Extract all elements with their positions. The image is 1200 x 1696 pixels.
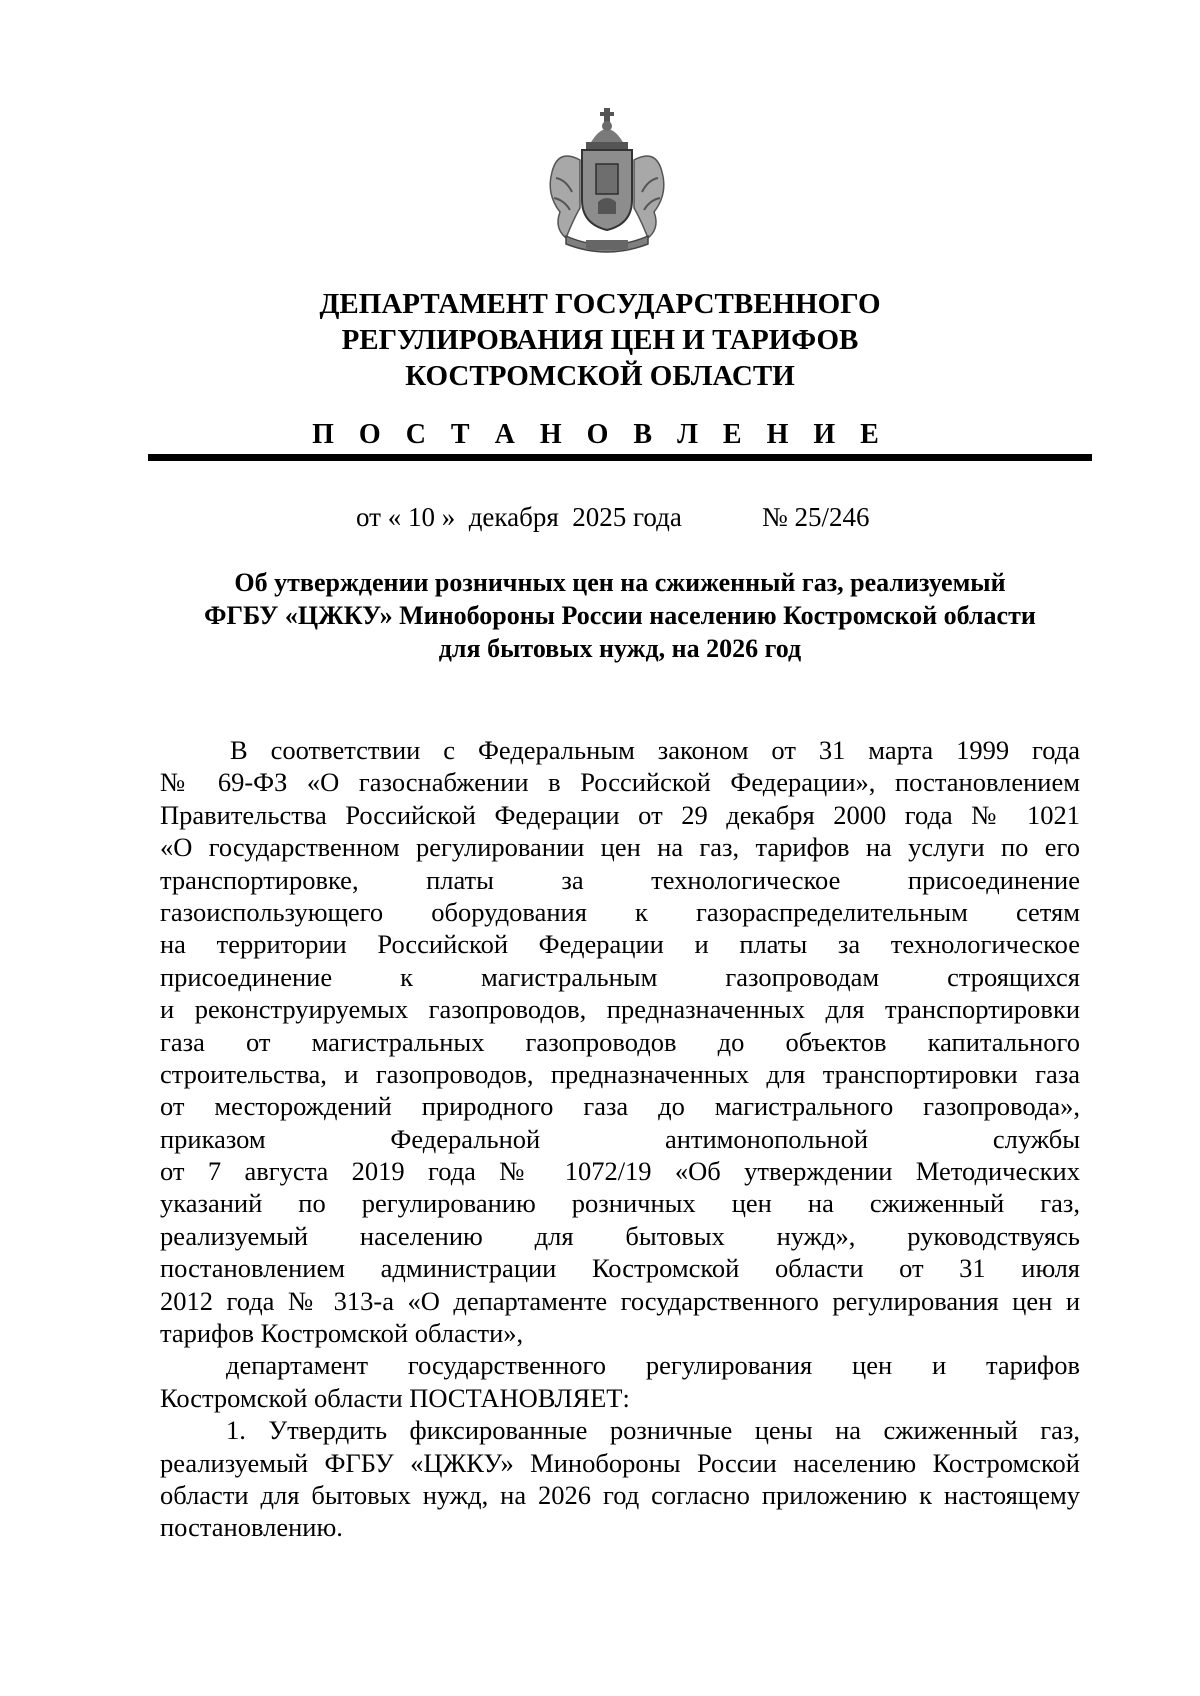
body-line: указаний по регулированию розничных цен на сжиженный газ, [160, 1188, 1080, 1219]
body-line: реализуемый населению для бытовых нужд», руководствуясь [160, 1220, 1080, 1251]
body-line: В соответствии с Федеральным законом от 31 марта 1999 года [230, 735, 1080, 765]
body-line: на территории Российской Федерации и платы за технологическое [160, 929, 1080, 960]
body-line: 2012 года № 313-а «О департаменте государственного регулирования цен и [160, 1285, 1080, 1316]
body-line: тарифов Костромской области», [160, 1318, 524, 1349]
coat-of-arms-icon [536, 108, 678, 260]
body-line: «О государственном регулировании цен на газ, тарифов на услуги по его [160, 832, 1080, 863]
document-type: П О С Т А Н О В Л Е Н И Е [312, 419, 888, 450]
body-line: области для бытовых нужд, на 2026 год согласно приложению к настоящему [160, 1479, 1080, 1510]
department-line-3: КОСТРОМСКОЙ ОБЛАСТИ [405, 360, 795, 392]
body-line: департамент государственного регулирования цен и тарифов [226, 1350, 1080, 1381]
body-line: реализуемый ФГБУ «ЦЖКУ» Минобороны России населению Костромской [160, 1447, 1080, 1478]
body-line: от 7 августа 2019 года № 1072/19 «Об утверждении Методических [160, 1156, 1080, 1187]
body-line: Правительства Российской Федерации от 29 декабря 2000 года № 1021 [160, 799, 1080, 830]
department-name [150, 286, 1050, 394]
body-line: от месторождений природного газа до магистрального газопровода», [160, 1091, 1080, 1122]
body-line: присоединение к магистральным газопроводам строящихся [160, 961, 1080, 992]
body-line: газа от магистральных газопроводов до объектов капитального [160, 1026, 1080, 1057]
title-line-3: для бытовых нужд, на 2026 год [438, 634, 802, 663]
body-line: Костромской области ПОСТАНОВЛЯЕТ: [160, 1382, 630, 1413]
document-title [150, 566, 1090, 665]
document-body [160, 734, 1080, 1544]
department-line-2: РЕГУЛИРОВАНИЯ ЦЕН И ТАРИФОВ [341, 324, 859, 356]
header-divider [148, 454, 1092, 461]
title-line-2: ФГБУ «ЦЖКУ» Минобороны России населению Костромской области [204, 601, 1036, 630]
body-line: газоиспользующего оборудования к газораспределительным сетям [160, 896, 1080, 927]
body-line: и реконструируемых газопроводов, предназначенных для транспортировки [160, 994, 1080, 1025]
document-number: № 25/246 [762, 502, 870, 532]
body-line: транспортировке, платы за технологическое присоединение [160, 864, 1080, 895]
body-line: постановлению. [160, 1512, 343, 1543]
title-line-1: Об утверждении розничных цен на сжиженный газ, реализуемый [234, 568, 1006, 597]
body-line: приказом Федеральной антимонопольной службы [160, 1123, 1080, 1154]
body-line: постановлением администрации Костромской области от 31 июля [160, 1253, 1080, 1284]
body-line: 1. Утвердить фиксированные розничные цены на сжиженный газ, [226, 1415, 1080, 1446]
department-line-1: ДЕПАРТАМЕНТ ГОСУДАРСТВЕННОГО [319, 288, 881, 320]
body-line: строительства, и газопроводов, предназначенных для транспортировки газа [160, 1058, 1080, 1089]
document-date: от « 10 » декабря 2025 года [356, 502, 682, 532]
body-line: № 69-ФЗ «О газоснабжении в Российской Федерации», постановлением [160, 767, 1080, 798]
